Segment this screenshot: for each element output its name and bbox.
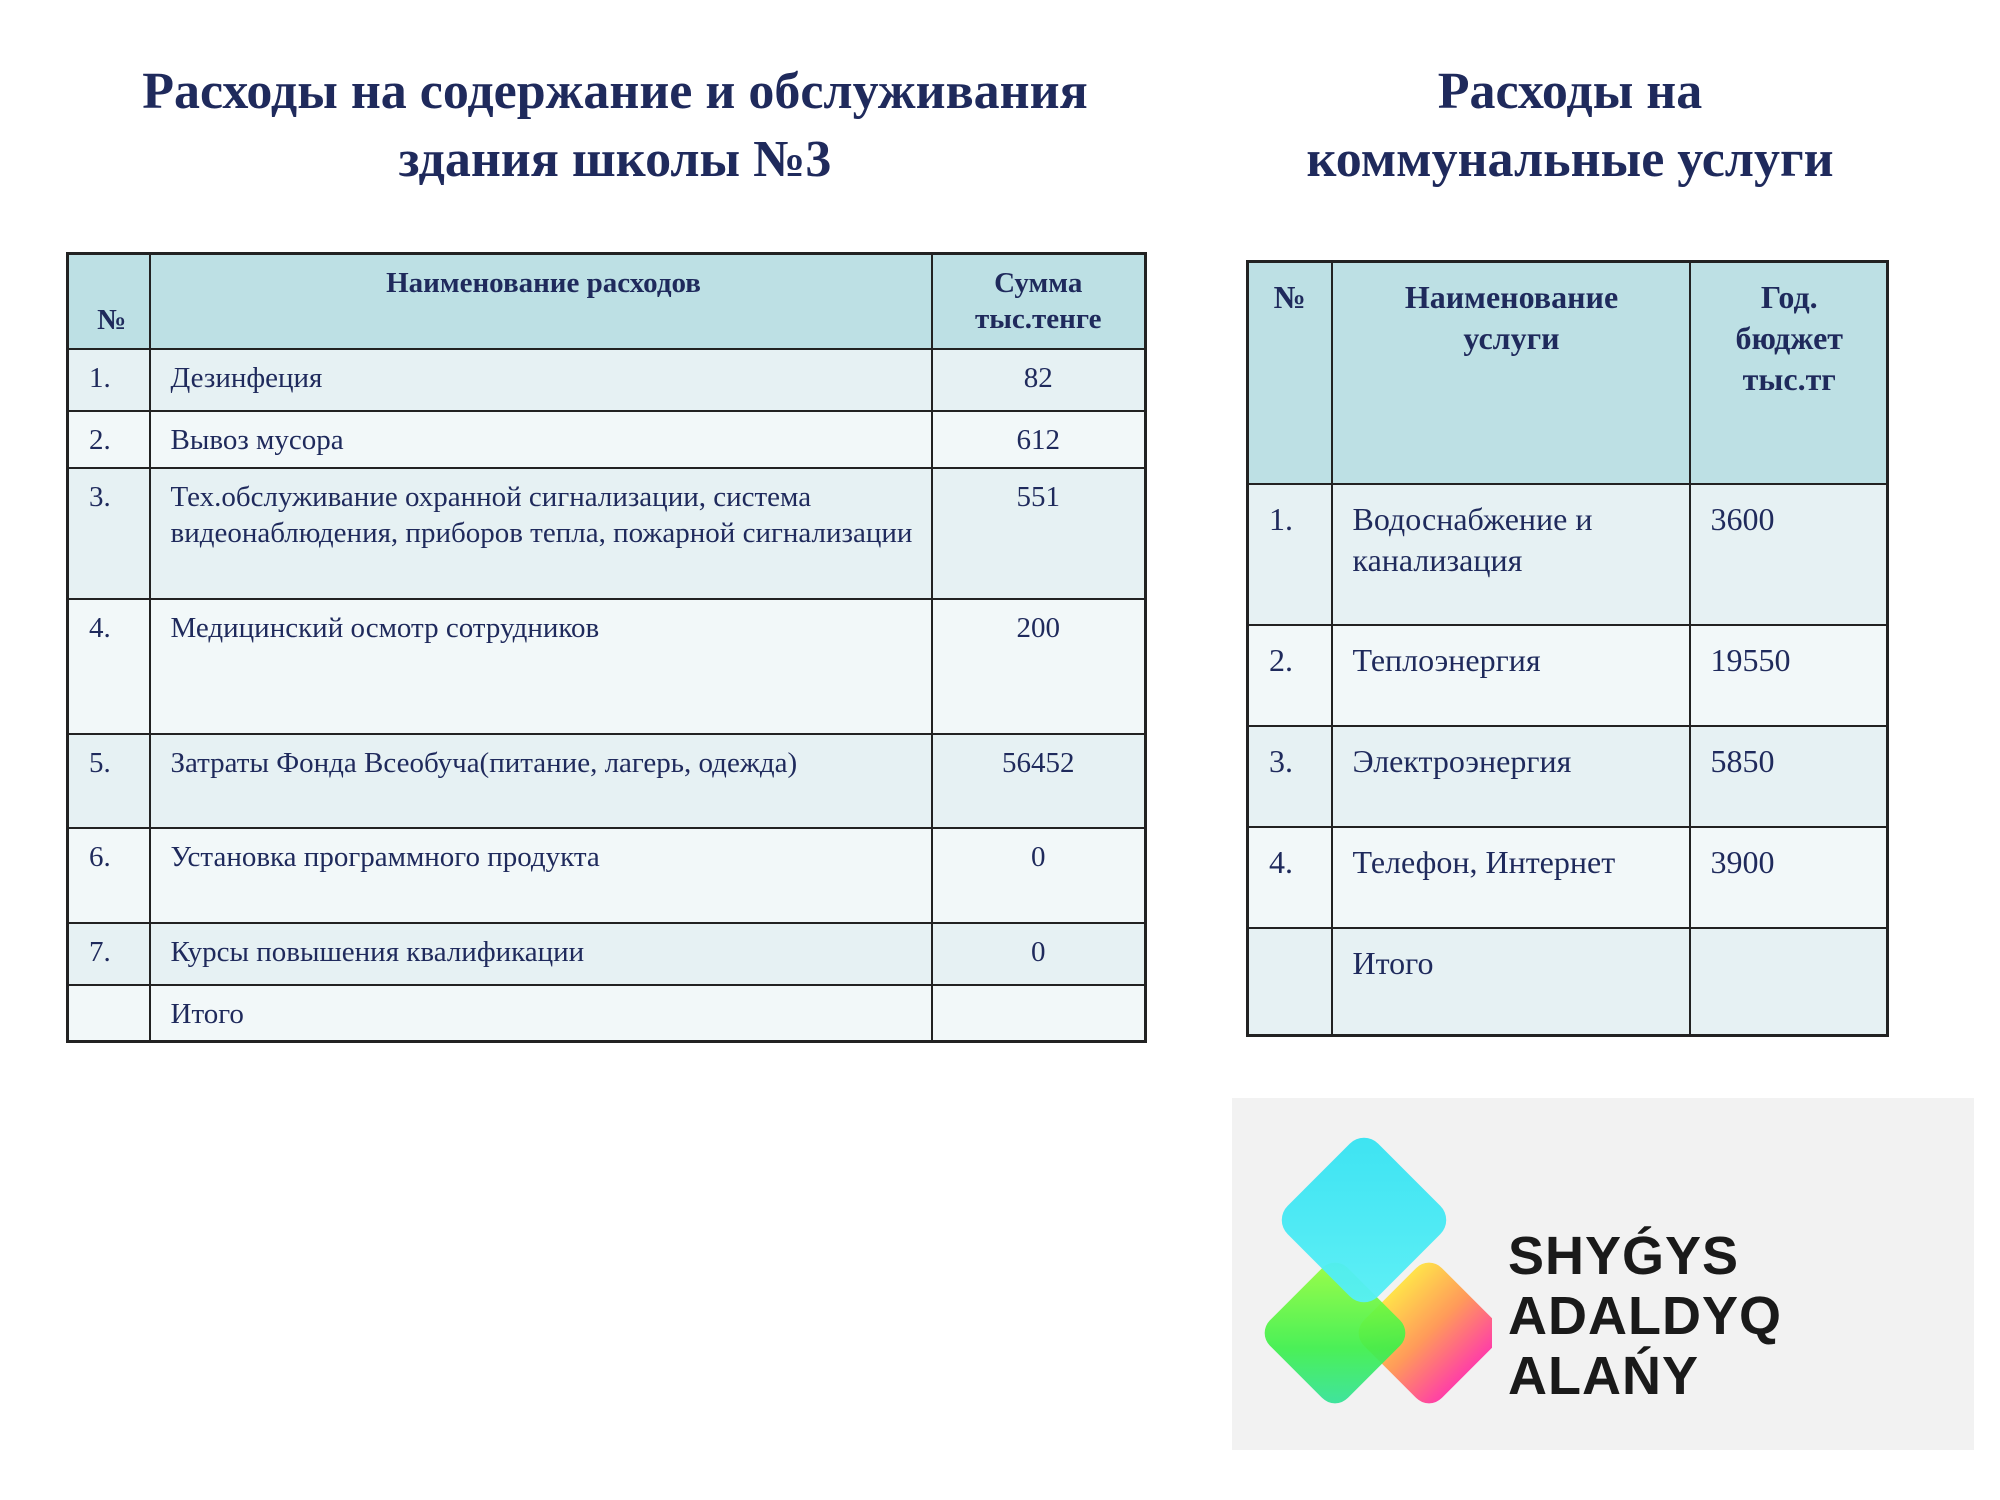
row-num: 5. <box>68 734 150 828</box>
row-num: 1. <box>1248 484 1332 625</box>
header-budget <box>1690 262 1888 484</box>
row-num: 6. <box>68 828 150 923</box>
row-sum: 0 <box>932 923 1146 985</box>
row-name: Дезинфеция <box>150 349 932 411</box>
row-name: Тех.обслуживание охранной сигнализации, система видеонаблюдения, приборов тепла, пожарной сигнализации <box>150 468 932 599</box>
row-num: 3. <box>68 468 150 599</box>
table-row <box>68 468 1146 599</box>
row-name: Электроэнергия <box>1332 726 1690 827</box>
row-num <box>68 985 150 1042</box>
header-name: Наименование расходов <box>150 254 932 349</box>
table-row <box>68 734 1146 828</box>
header-budget-line-3: тыс.тг <box>1742 361 1836 397</box>
row-name: Теплоэнергия <box>1332 625 1690 726</box>
header-sum-line-1: Сумма <box>994 267 1083 299</box>
row-num: 4. <box>1248 827 1332 928</box>
row-name: Телефон, Интернет <box>1332 827 1690 928</box>
logo-panel <box>1232 1098 1974 1450</box>
logo-text-line-1: SHYǴYS <box>1508 1226 1740 1286</box>
header-name-line-1: Наименование <box>1404 279 1619 315</box>
row-budget: 3900 <box>1690 827 1888 928</box>
header-name <box>1332 262 1690 484</box>
row-num: 3. <box>1248 726 1332 827</box>
row-num: 1. <box>68 349 150 411</box>
table-row <box>68 599 1146 734</box>
right-title-line-1: Расходы на <box>1437 63 1703 120</box>
header-sum-line-2: тыс.тенге <box>975 303 1102 335</box>
row-budget: 19550 <box>1690 625 1888 726</box>
table-row <box>1248 726 1888 827</box>
row-name: Итого <box>1332 928 1690 1036</box>
row-budget: 3600 <box>1690 484 1888 625</box>
header-budget-line-2: бюджет <box>1735 320 1843 356</box>
header-num: № <box>1248 262 1332 484</box>
table-total-row <box>68 985 1146 1042</box>
row-name: Итого <box>150 985 932 1042</box>
row-name: Затраты Фонда Всеобуча(питание, лагерь, одежда) <box>150 734 932 828</box>
row-name: Курсы повышения квалификации <box>150 923 932 985</box>
table-header-row <box>68 254 1146 349</box>
table-total-row <box>1248 928 1888 1036</box>
table-row <box>68 349 1146 411</box>
left-title <box>70 58 1160 194</box>
row-budget <box>1690 928 1888 1036</box>
table-row <box>1248 827 1888 928</box>
header-name-line-2: услуги <box>1463 320 1560 356</box>
right-title-line-2: коммунальные услуги <box>1306 131 1834 188</box>
maintenance-expenses-table <box>66 252 1147 1043</box>
row-num: 7. <box>68 923 150 985</box>
row-sum: 82 <box>932 349 1146 411</box>
row-name: Вывоз мусора <box>150 411 932 468</box>
table-row <box>68 828 1146 923</box>
table-row <box>68 923 1146 985</box>
row-name: Медицинский осмотр сотрудников <box>150 599 932 734</box>
table-row <box>1248 625 1888 726</box>
row-num <box>1248 928 1332 1036</box>
header-num: № <box>68 254 150 349</box>
row-num: 4. <box>68 599 150 734</box>
header-sum <box>932 254 1146 349</box>
row-budget: 5850 <box>1690 726 1888 827</box>
table-row <box>1248 484 1888 625</box>
left-title-line-2: здания школы №3 <box>398 131 832 188</box>
right-title <box>1210 58 1930 194</box>
header-budget-line-1: Год. <box>1760 279 1818 315</box>
row-sum: 551 <box>932 468 1146 599</box>
logo-text <box>1508 1226 1974 1406</box>
row-name: Водоснабжение и канализация <box>1332 484 1690 625</box>
table-row <box>68 411 1146 468</box>
logo-text-line-2: ADALDYQ ALAŃY <box>1508 1286 1782 1406</box>
logo-mark-icon <box>1252 1128 1492 1428</box>
row-num: 2. <box>1248 625 1332 726</box>
left-title-line-1: Расходы на содержание и обслуживания <box>142 63 1088 120</box>
row-sum: 612 <box>932 411 1146 468</box>
row-sum: 0 <box>932 828 1146 923</box>
row-sum: 200 <box>932 599 1146 734</box>
table-header-row <box>1248 262 1888 484</box>
utilities-expenses-table <box>1246 260 1889 1037</box>
row-name: Установка программного продукта <box>150 828 932 923</box>
row-sum <box>932 985 1146 1042</box>
row-sum: 56452 <box>932 734 1146 828</box>
row-num: 2. <box>68 411 150 468</box>
